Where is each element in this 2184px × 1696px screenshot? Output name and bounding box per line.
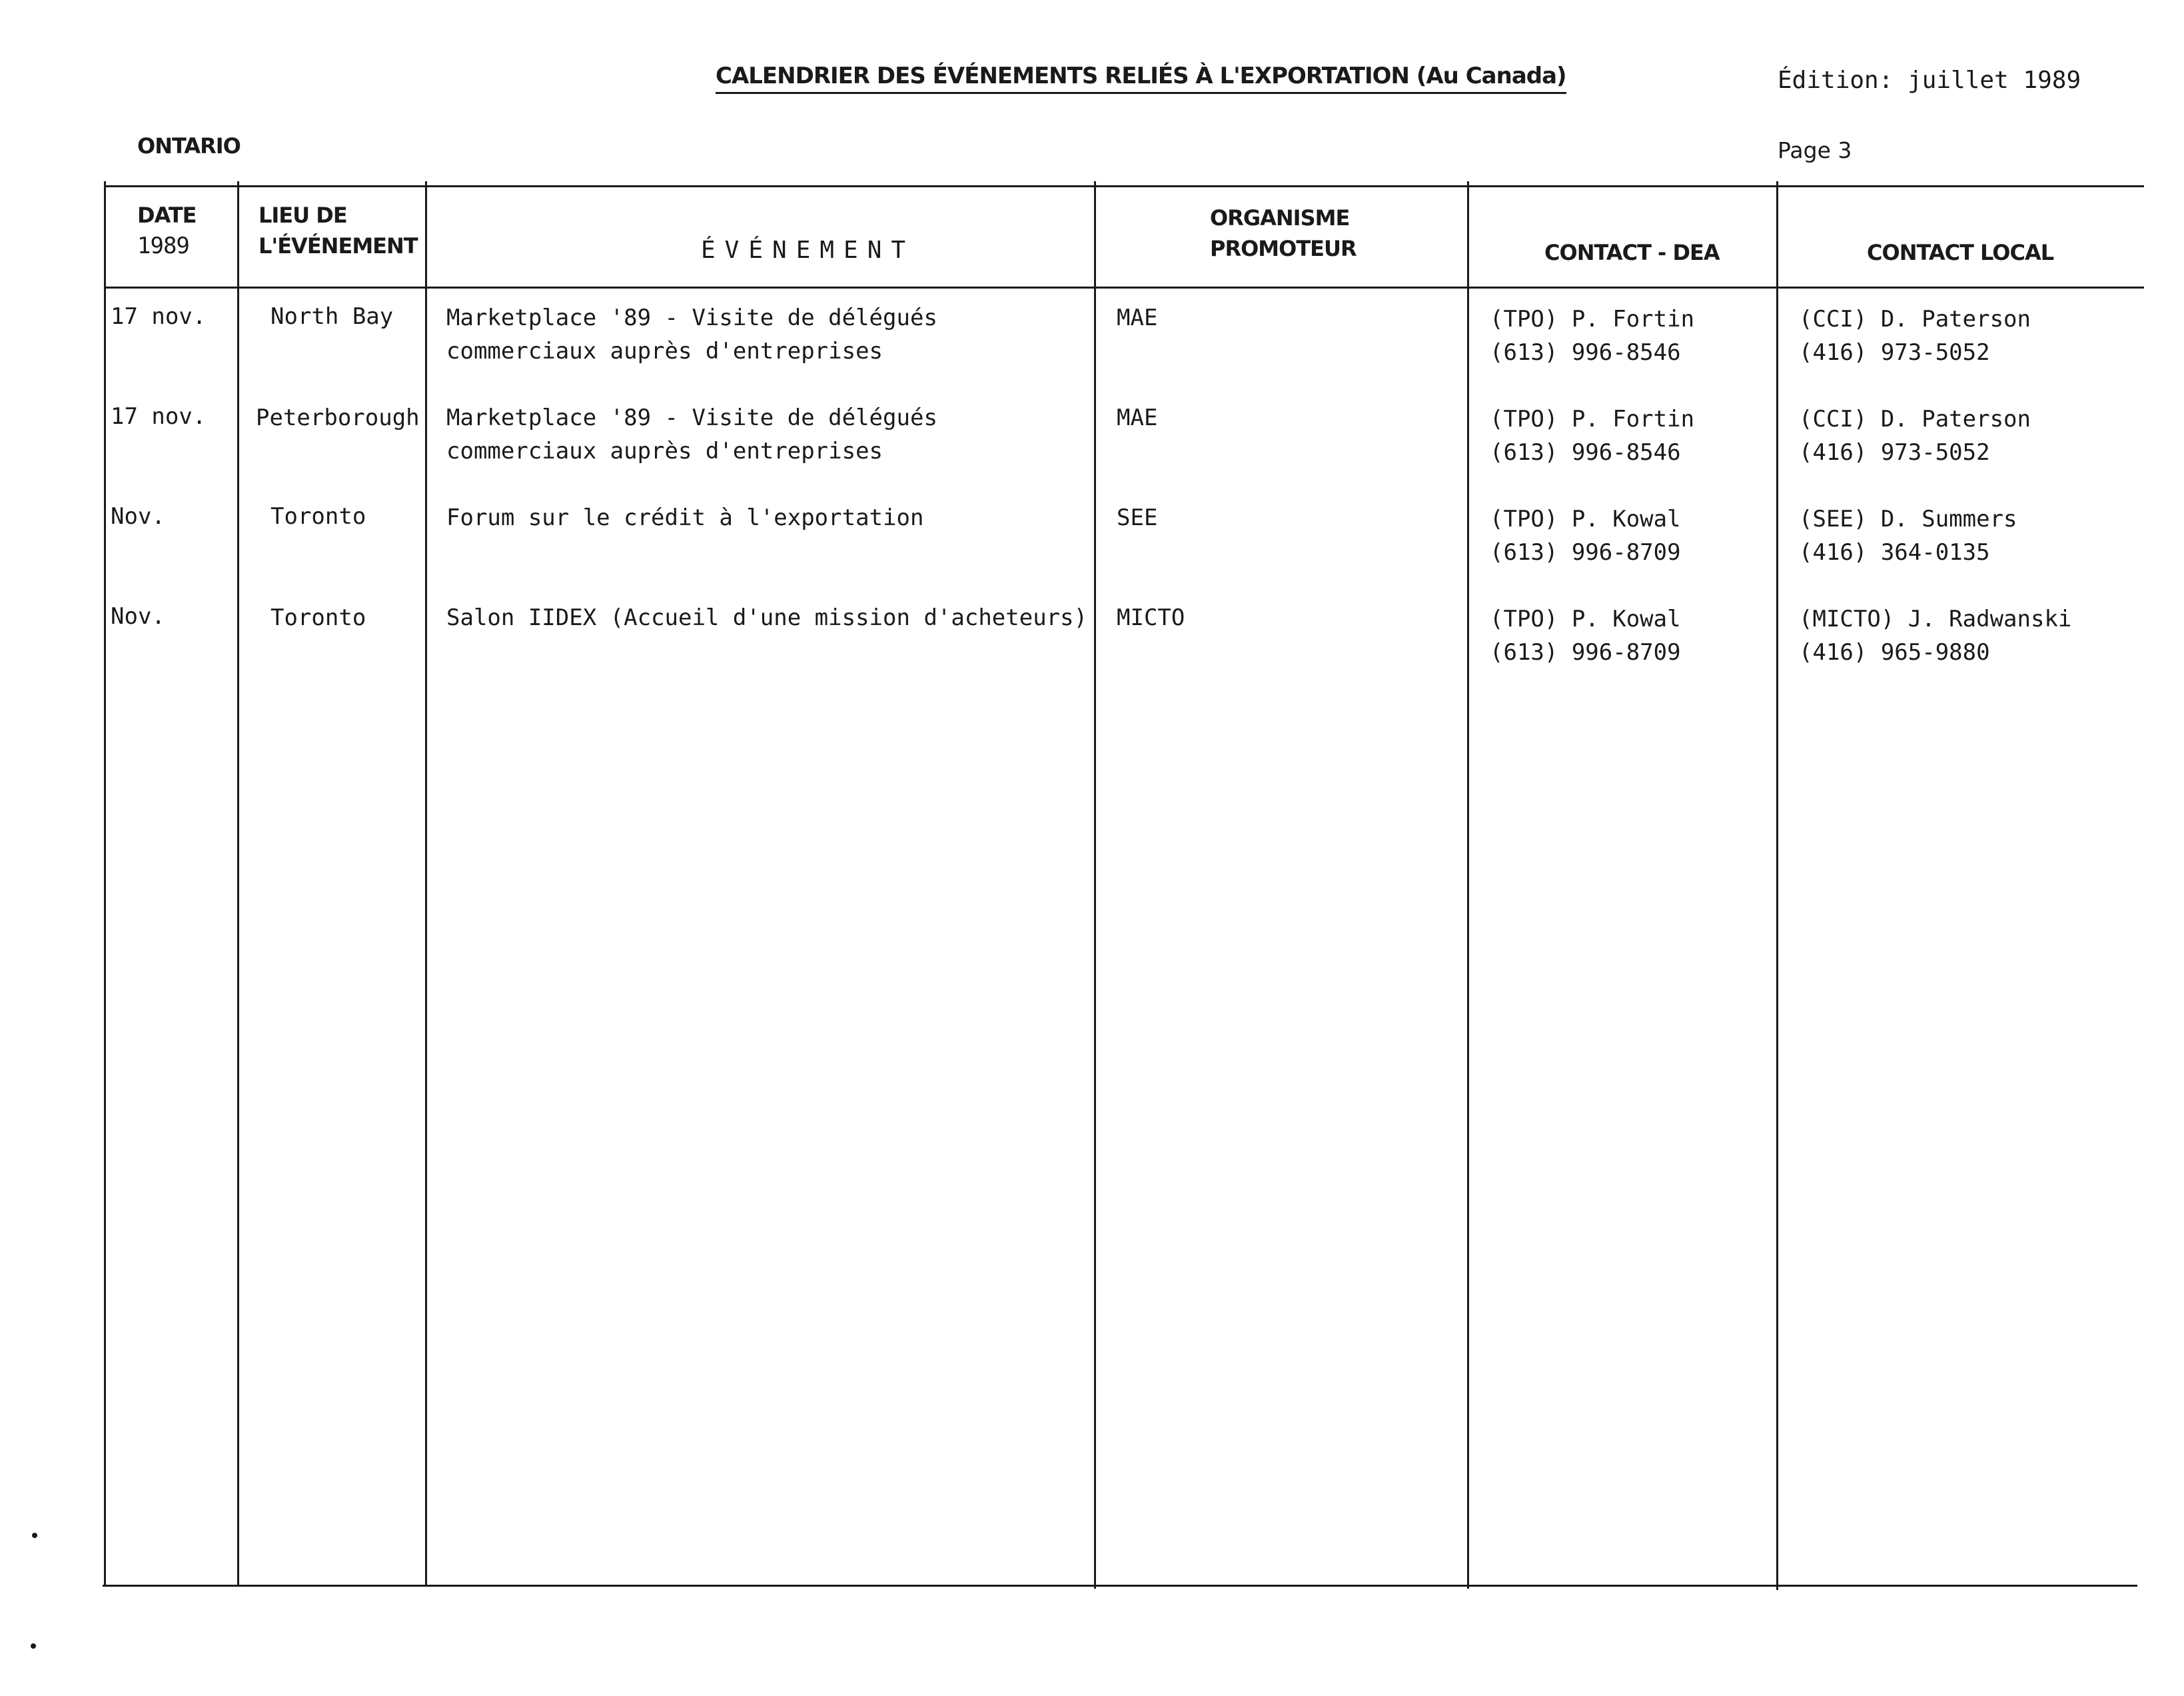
row-organisme: MAE — [1117, 405, 1158, 431]
header-organisme-line1: ORGANISME — [1210, 205, 1350, 231]
row-date: 17 nov. — [111, 403, 207, 430]
scan-speck-mark — [32, 1533, 37, 1538]
table-bottom-rule — [103, 1585, 2137, 1587]
row-lieu: Toronto — [271, 604, 366, 631]
row-organisme: MICTO — [1117, 604, 1185, 631]
row-evenement-line1: Marketplace '89 - Visite de délégués — [446, 305, 937, 331]
row-contact-dea-name: (TPO) P. Fortin — [1490, 406, 1695, 432]
row-contact-dea-phone: (613) 996-8546 — [1490, 439, 1681, 466]
table-top-rule — [104, 185, 2144, 187]
row-contact-local-phone: (416) 973-5052 — [1799, 439, 1990, 466]
header-lieu-line1: LIEU DE — [259, 203, 347, 228]
row-contact-dea-name: (TPO) P. Fortin — [1490, 306, 1695, 333]
row-contact-local-phone: (416) 965-9880 — [1799, 639, 1990, 666]
row-evenement-line2: commerciaux auprès d'entreprises — [446, 338, 883, 365]
row-date: Nov. — [111, 503, 165, 530]
header-lieu — [259, 200, 418, 261]
page-number: Page 3 — [1778, 137, 1852, 163]
header-contact-dea: CONTACT - DEA — [1544, 240, 1720, 265]
row-date: Nov. — [111, 603, 165, 630]
row-evenement-line1: Salon IIDEX (Accueil d'une mission d'acheteurs) — [446, 604, 1088, 631]
row-contact-local-name: (CCI) D. Paterson — [1799, 406, 2031, 432]
row-contact-dea-phone: (613) 996-8709 — [1490, 539, 1681, 566]
row-evenement-line1: Marketplace '89 - Visite de délégués — [446, 405, 937, 431]
edition-date: Édition: juillet 1989 — [1778, 67, 2081, 94]
row-date: 17 nov. — [111, 303, 207, 330]
column-divider-left — [104, 181, 106, 1586]
header-evenement: ÉVÉNEMENT — [701, 237, 915, 264]
header-date — [137, 200, 197, 261]
header-contact-local: CONTACT LOCAL — [1867, 240, 2054, 265]
column-divider-evenement — [1094, 181, 1096, 1589]
column-divider-date — [237, 181, 239, 1586]
header-date-label: DATE — [137, 203, 197, 228]
header-bottom-rule — [104, 287, 2144, 289]
row-contact-dea-name: (TPO) P. Kowal — [1490, 606, 1681, 632]
row-contact-local-name: (MICTO) J. Radwanski — [1799, 606, 2072, 632]
header-date-year: 1989 — [137, 233, 189, 259]
row-contact-dea-name: (TPO) P. Kowal — [1490, 506, 1681, 532]
column-divider-contact-dea — [1776, 181, 1778, 1590]
province-label: ONTARIO — [137, 133, 241, 159]
row-contact-local-phone: (416) 364-0135 — [1799, 539, 1990, 566]
row-lieu: North Bay — [271, 303, 394, 330]
scan-speck-mark — [31, 1643, 36, 1649]
row-lieu: Peterborough — [256, 405, 420, 431]
header-organisme-line2: PROMOTEUR — [1210, 236, 1357, 261]
row-contact-local-name: (CCI) D. Paterson — [1799, 306, 2031, 333]
header-lieu-line2: L'ÉVÉNEMENT — [259, 233, 418, 259]
row-organisme: SEE — [1117, 504, 1158, 531]
row-organisme: MAE — [1117, 305, 1158, 331]
row-contact-local-name: (SEE) D. Summers — [1799, 506, 2017, 532]
row-evenement-line2: commerciaux auprès d'entreprises — [446, 438, 883, 464]
row-evenement-line1: Forum sur le crédit à l'exportation — [446, 504, 924, 531]
row-contact-dea-phone: (613) 996-8709 — [1490, 639, 1681, 666]
column-divider-lieu — [425, 181, 427, 1586]
row-contact-dea-phone: (613) 996-8546 — [1490, 339, 1681, 366]
document-title: CALENDRIER DES ÉVÉNEMENTS RELIÉS À L'EXPORTATION (Au Canada) — [716, 63, 1566, 94]
row-contact-local-phone: (416) 973-5052 — [1799, 339, 1990, 366]
row-lieu: Toronto — [271, 503, 366, 530]
column-divider-organisme — [1467, 181, 1469, 1589]
header-organisme — [1210, 203, 1357, 264]
